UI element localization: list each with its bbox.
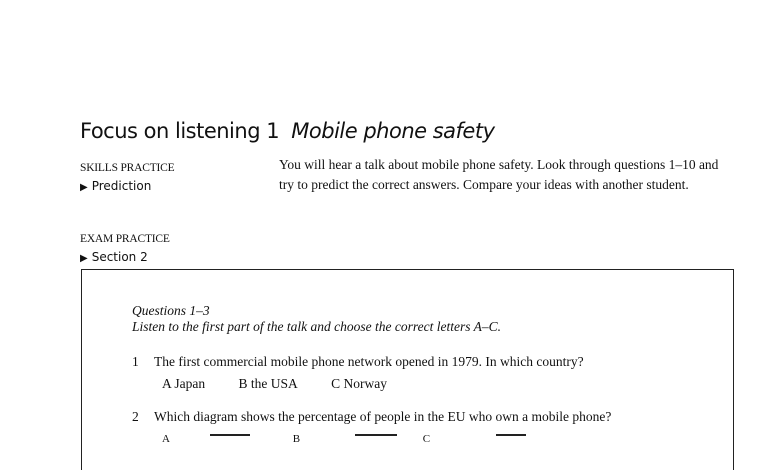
page-title-sub: Mobile phone safety: [291, 119, 495, 143]
triangle-bullet-icon: ▶: [80, 182, 88, 193]
exam-practice-item: [80, 250, 148, 264]
question-1: [132, 354, 584, 370]
diagram-a-fragment: [210, 434, 250, 444]
question-1-text: The first commercial mobile phone network opened in 1979. In which country?: [154, 354, 584, 369]
page-title-main: Focus on listening 1: [80, 119, 280, 143]
exam-practice-heading: EXAM PRACTICE: [80, 233, 170, 245]
question-1-option-b: B the USA: [238, 376, 298, 391]
question-2-options: [162, 433, 460, 445]
skills-practice-item-label: Prediction: [91, 179, 152, 193]
intro-paragraph: You will hear a talk about mobile phone safety. Look through questions 1–10 and try to predict the correct answers. Compare your ideas with another student.: [279, 157, 719, 192]
question-1-options: [162, 376, 417, 392]
question-2-option-b: B: [292, 433, 301, 445]
diagram-c-fragment: [496, 434, 526, 444]
question-1-option-c: C Norway: [331, 376, 388, 391]
question-2-number: 2: [132, 409, 139, 424]
exam-practice-item-label: Section 2: [91, 250, 148, 264]
questions-instruction: Listen to the first part of the talk and choose the correct letters A–C.: [132, 319, 501, 334]
page-title: [80, 119, 495, 143]
questions-range: Questions 1–3: [132, 303, 210, 318]
skills-practice-heading: SKILLS PRACTICE: [80, 162, 175, 174]
skills-practice-item: [80, 179, 151, 193]
question-2-option-c: C: [422, 433, 431, 445]
question-2-text: Which diagram shows the percentage of people in the EU who own a mobile phone?: [154, 409, 612, 424]
question-2-option-a: A: [162, 433, 170, 445]
question-2: [132, 409, 611, 425]
question-1-option-a: A Japan: [162, 376, 206, 391]
question-1-number: 1: [132, 354, 139, 369]
diagram-b-fragment: [355, 434, 397, 444]
triangle-bullet-icon: ▶: [80, 253, 88, 264]
